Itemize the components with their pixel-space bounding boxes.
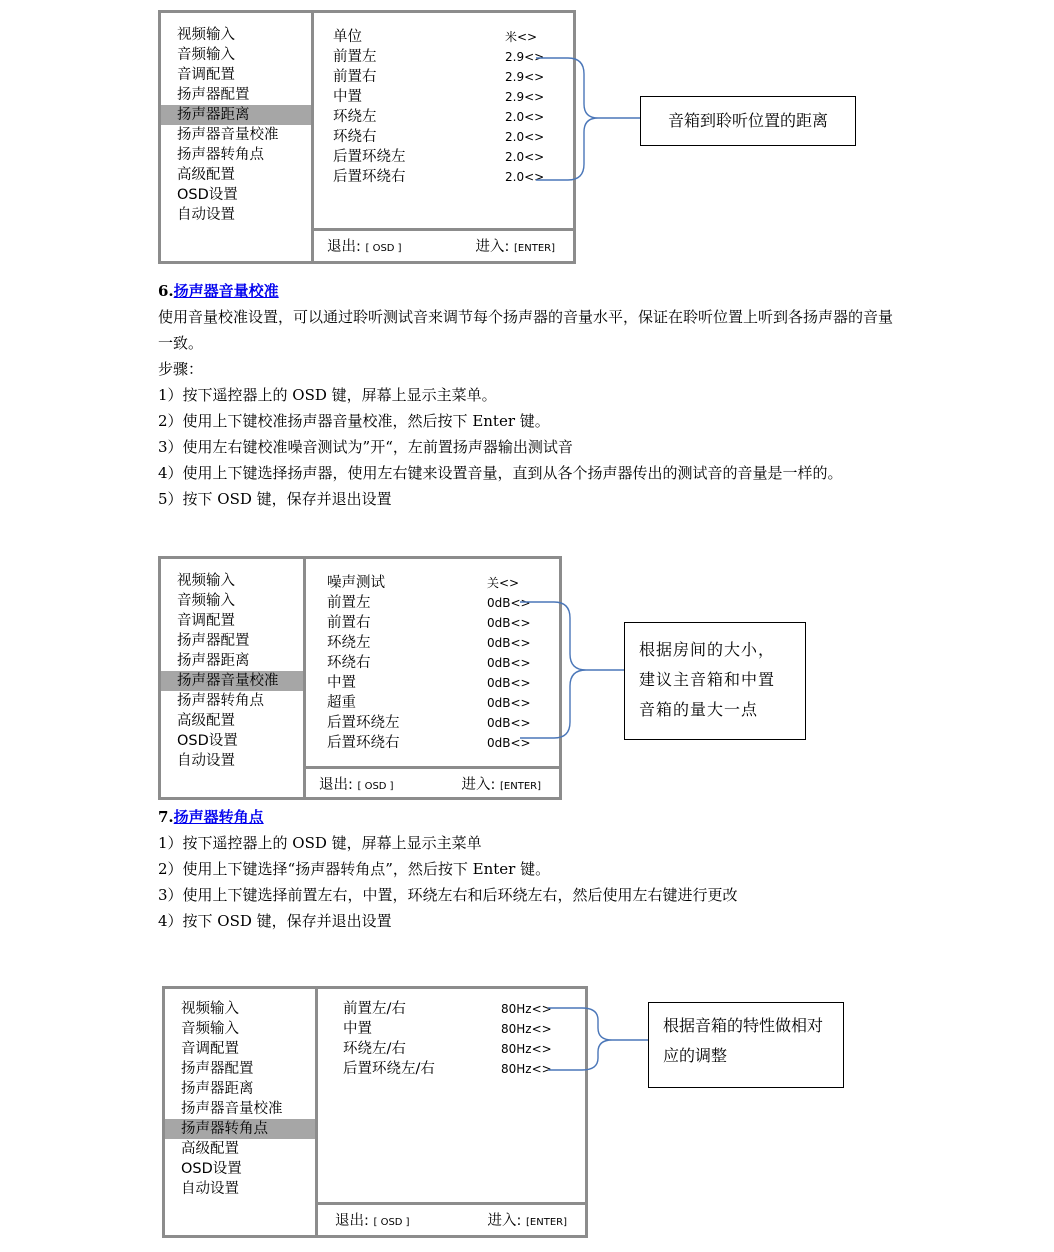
section-link-speaker-crossover[interactable]: 扬声器转角点: [173, 808, 264, 826]
menu-item-tone-config: 音调配置: [181, 1041, 239, 1057]
paragraph: 5）按下 OSD 键，保存并退出设置: [158, 490, 392, 508]
menu-item-speaker-volume: 扬声器音量校准: [181, 1101, 283, 1117]
setting-row: 后置环绕左 2.0<>: [333, 149, 545, 165]
setting-row: 噪声测试 关<>: [327, 575, 520, 591]
paragraph: 3）使用左右键校准噪音测试为”开“，左前置扬声器输出测试音: [158, 438, 573, 456]
paragraph: 4）使用上下键选择扬声器，使用左右键来设置音量，直到从各个扬声器传出的测试音的音量是一样的。: [158, 464, 843, 482]
paragraph: 4）按下 OSD 键，保存并退出设置: [158, 912, 392, 930]
paragraph: 1）按下遥控器上的 OSD 键，屏幕上显示主菜单: [158, 834, 482, 852]
setting-row: 前置左/右 80Hz<>: [343, 1001, 552, 1017]
footer-exit-hint: 退出: [ OSD ]: [327, 239, 402, 255]
paragraph: 2）使用上下键选择“扬声器转角点”，然后按下 Enter 键。: [158, 860, 551, 878]
menu-item-auto-settings: 自动设置: [181, 1181, 239, 1197]
osd-settings-panel: [311, 13, 573, 261]
menu-item-speaker-config: 扬声器配置: [177, 87, 250, 103]
paragraph: 2）使用上下键校准扬声器音量校准，然后按下 Enter 键。: [158, 412, 550, 430]
menu-item-speaker-crossover: 扬声器转角点: [177, 147, 264, 163]
menu-item-speaker-crossover: 扬声器转角点: [165, 1119, 315, 1139]
footer-exit-hint: 退出: [ OSD ]: [319, 777, 394, 793]
paragraph: 步骤：: [158, 360, 204, 378]
osd-screen-speaker-volume: [158, 556, 562, 800]
setting-row: 前置左 2.9<>: [333, 49, 545, 65]
menu-item-speaker-distance: 扬声器距离: [161, 105, 311, 125]
menu-item-advanced-config: 高级配置: [177, 167, 235, 183]
menu-item-auto-settings: 自动设置: [177, 207, 235, 223]
setting-row: 前置右 2.9<>: [333, 69, 545, 85]
menu-item-speaker-volume: 扬声器音量校准: [161, 671, 303, 691]
menu-item-speaker-config: 扬声器配置: [181, 1061, 254, 1077]
osd-footer: [311, 228, 573, 261]
menu-item-osd-settings: OSD设置: [177, 187, 238, 203]
section7-body: [158, 830, 898, 934]
menu-item-advanced-config: 高级配置: [177, 713, 235, 729]
menu-item-speaker-config: 扬声器配置: [177, 633, 250, 649]
setting-row: 后置环绕左/右 80Hz<>: [343, 1061, 552, 1077]
osd-menu: [165, 989, 318, 1235]
setting-row: 中置 2.9<>: [333, 89, 545, 105]
osd-screen-speaker-distance: [158, 10, 576, 264]
setting-row: 超重 0dB<>: [327, 695, 531, 711]
callout-crossover: 根据音箱的特性做相对应的调整: [648, 1002, 844, 1088]
setting-row: 环绕左 2.0<>: [333, 109, 545, 125]
setting-row: 环绕右 0dB<>: [327, 655, 531, 671]
footer-enter-hint: 进入: [ENTER]: [461, 777, 541, 793]
menu-item-audio-input: 音频输入: [181, 1021, 239, 1037]
footer-exit-hint: 退出: [ OSD ]: [335, 1213, 410, 1229]
menu-item-advanced-config: 高级配置: [181, 1141, 239, 1157]
menu-item-audio-input: 音频输入: [177, 593, 235, 609]
footer-enter-hint: 进入: [ENTER]: [475, 239, 555, 255]
osd-menu: [161, 13, 314, 261]
section-link-speaker-volume[interactable]: 扬声器音量校准: [173, 282, 279, 300]
section-heading-7: 7.扬声器转角点: [158, 808, 264, 826]
menu-item-speaker-volume: 扬声器音量校准: [177, 127, 279, 143]
osd-settings-panel: [315, 989, 585, 1235]
menu-item-auto-settings: 自动设置: [177, 753, 235, 769]
setting-row: 中置 80Hz<>: [343, 1021, 552, 1037]
menu-item-speaker-distance: 扬声器距离: [181, 1081, 254, 1097]
menu-item-tone-config: 音调配置: [177, 613, 235, 629]
paragraph: 1）按下遥控器上的 OSD 键，屏幕上显示主菜单。: [158, 386, 497, 404]
osd-footer: [315, 1202, 585, 1235]
setting-row: 后置环绕右 2.0<>: [333, 169, 545, 185]
menu-item-tone-config: 音调配置: [177, 67, 235, 83]
menu-item-video-input: 视频输入: [181, 1001, 239, 1017]
footer-enter-hint: 进入: [ENTER]: [487, 1213, 567, 1229]
paragraph: 使用音量校准设置，可以通过聆听测试音来调节每个扬声器的音量水平，保证在聆听位置上听到各扬声器的音量一致。: [158, 308, 894, 352]
setting-row: 环绕左/右 80Hz<>: [343, 1041, 552, 1057]
menu-item-video-input: 视频输入: [177, 573, 235, 589]
setting-row: 前置右 0dB<>: [327, 615, 531, 631]
osd-screen-speaker-crossover: [162, 986, 588, 1238]
menu-item-video-input: 视频输入: [177, 27, 235, 43]
osd-menu: [161, 559, 306, 797]
section-heading-6: 6.扬声器音量校准: [158, 282, 279, 300]
section6-body: [158, 304, 898, 512]
setting-row: 中置 0dB<>: [327, 675, 531, 691]
callout-distance: 音箱到聆听位置的距离: [640, 96, 856, 146]
paragraph: 3）使用上下键选择前置左右，中置，环绕左右和后环绕左右，然后使用左右键进行更改: [158, 886, 738, 904]
setting-row: 单位 米<>: [333, 29, 538, 45]
setting-row: 后置环绕左 0dB<>: [327, 715, 531, 731]
setting-row: 前置左 0dB<>: [327, 595, 531, 611]
setting-row: 环绕左 0dB<>: [327, 635, 531, 651]
menu-item-audio-input: 音频输入: [177, 47, 235, 63]
menu-item-speaker-crossover: 扬声器转角点: [177, 693, 264, 709]
osd-footer: [303, 766, 559, 797]
osd-settings-panel: [303, 559, 559, 797]
setting-row: 后置环绕右 0dB<>: [327, 735, 531, 751]
callout-volume: 根据房间的大小，建议主音箱和中置音箱的量大一点: [624, 622, 806, 740]
menu-item-speaker-distance: 扬声器距离: [177, 653, 250, 669]
setting-row: 环绕右 2.0<>: [333, 129, 545, 145]
menu-item-osd-settings: OSD设置: [181, 1161, 242, 1177]
menu-item-osd-settings: OSD设置: [177, 733, 238, 749]
